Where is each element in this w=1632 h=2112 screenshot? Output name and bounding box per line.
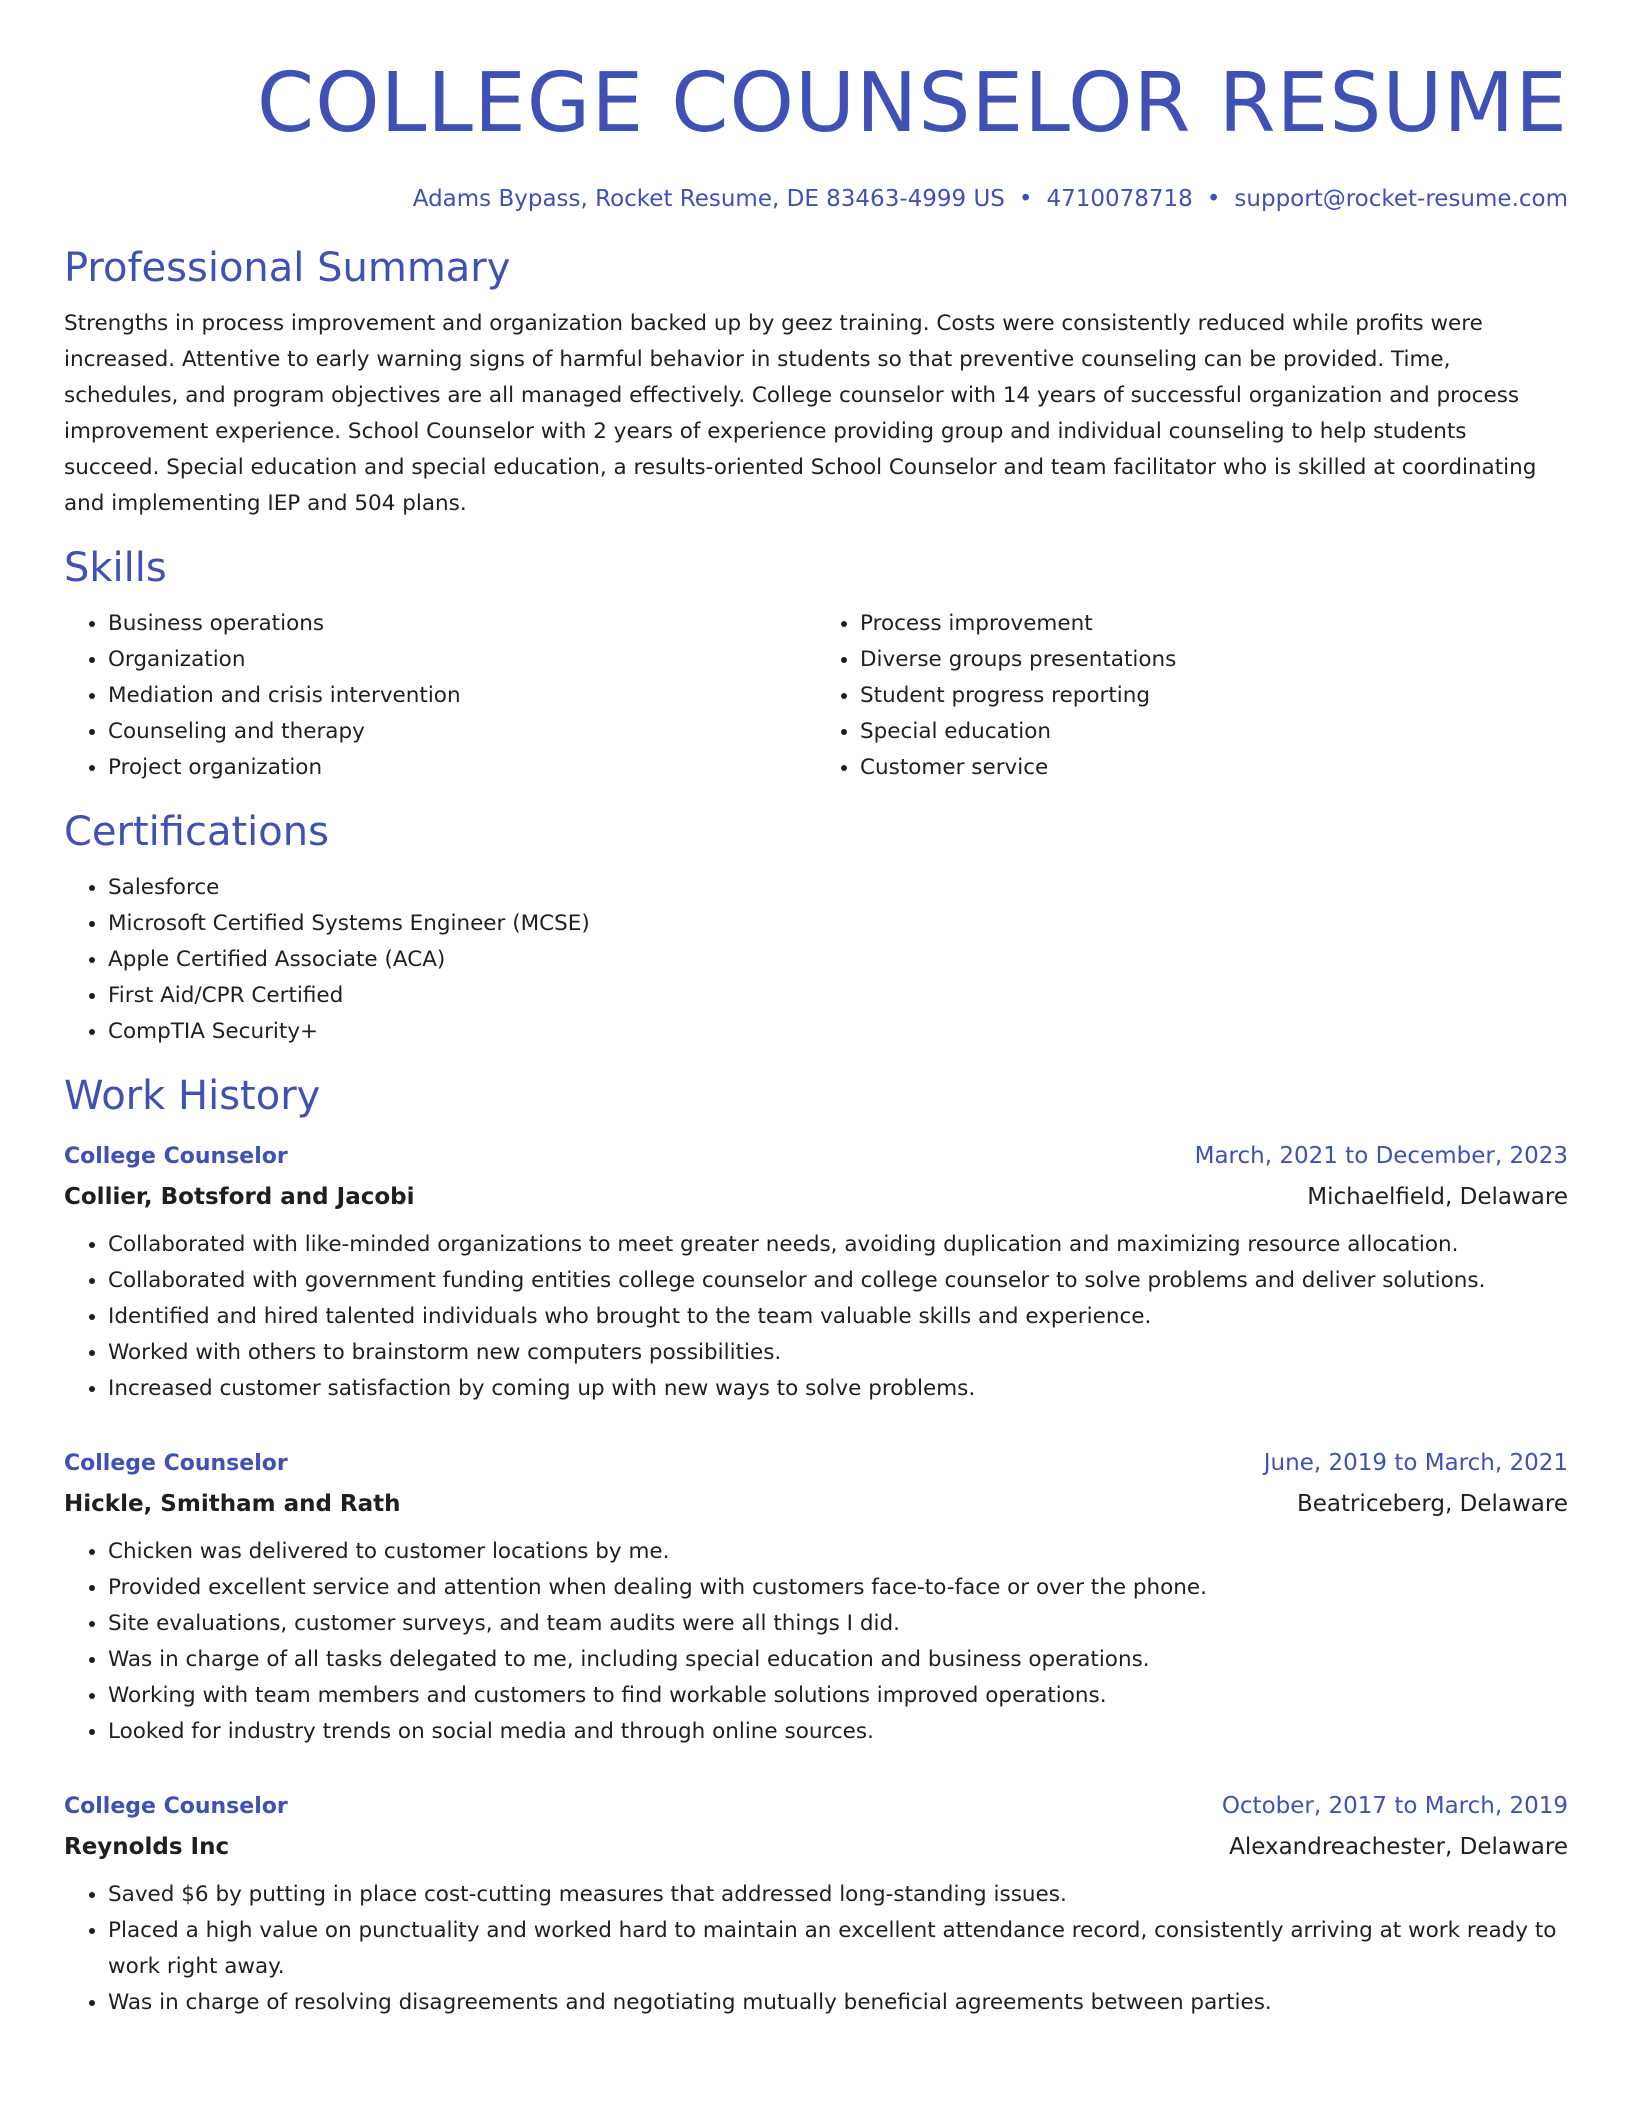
skill-item: • Student progress reporting (860, 678, 1568, 714)
job-bullets (64, 1534, 1568, 1750)
skill-item: • Customer service (860, 750, 1568, 786)
contact-phone: 4710078718 (1046, 186, 1193, 212)
contact-separator: • (1018, 186, 1033, 212)
job-bullet: • Worked with others to brainstorm new computers possibilities. (108, 1335, 1568, 1371)
skill-item: • Counseling and therapy (108, 714, 816, 750)
job-entry (64, 1443, 1568, 1750)
job-dates: June, 2019 to March, 2021 (1263, 1450, 1568, 1476)
skill-item: • Organization (108, 642, 816, 678)
job-title-row (64, 1786, 1568, 1827)
skills-list-right (816, 606, 1568, 786)
job-bullet: • Collaborated with like-minded organizations to meet greater needs, avoiding duplication and maximizing resource allocation. (108, 1227, 1568, 1263)
skill-item: • Business operations (108, 606, 816, 642)
section-title-certifications: Certifications (64, 809, 329, 855)
skills-list-left (64, 606, 816, 786)
certification-item: • Microsoft Certified Systems Engineer (MCSE) (108, 906, 1568, 942)
section-title-work-history: Work History (64, 1073, 321, 1119)
job-bullet: • Was in charge of resolving disagreements and negotiating mutually beneficial agreements between parties. (108, 1985, 1568, 2021)
job-dates: October, 2017 to March, 2019 (1221, 1793, 1568, 1819)
job-bullets (64, 1877, 1568, 2021)
work-history-section (64, 1070, 1568, 2021)
certifications-section (64, 806, 1568, 1050)
certification-item: • Salesforce (108, 870, 1568, 906)
certification-item: • First Aid/CPR Certified (108, 978, 1568, 1014)
skill-item: • Special education (860, 714, 1568, 750)
job-bullet: • Was in charge of all tasks delegated to me, including special education and business operations. (108, 1642, 1568, 1678)
job-bullet: • Saved $6 by putting in place cost-cutting measures that addressed long-standing issues. (108, 1877, 1568, 1913)
professional-summary-section (64, 242, 1568, 522)
job-company: Reynolds Inc (64, 1834, 230, 1860)
job-location: Beatriceberg, Delaware (1296, 1491, 1568, 1517)
section-title-summary: Professional Summary (64, 245, 511, 291)
skills-grid (64, 594, 1568, 786)
job-bullet: • Identified and hired talented individuals who brought to the team valuable skills and experience. (108, 1299, 1568, 1335)
job-bullet: • Provided excellent service and attention when dealing with customers face-to-face or over the phone. (108, 1570, 1568, 1606)
certification-item: • Apple Certified Associate (ACA) (108, 942, 1568, 978)
job-location: Michaelfield, Delaware (1307, 1184, 1568, 1210)
contact-email: support@rocket-resume.com (1234, 186, 1568, 212)
skills-section (64, 542, 1568, 786)
job-bullet: • Collaborated with government funding entities college counselor and college counselor to solve problems and deliver solutions. (108, 1263, 1568, 1299)
job-bullet: • Working with team members and customers to find workable solutions improved operations. (108, 1678, 1568, 1714)
resume-title: COLLEGE COUNSELOR RESUME (256, 56, 1568, 151)
job-title: College Counselor (64, 1451, 288, 1476)
contact-line (64, 184, 1568, 214)
job-title: College Counselor (64, 1144, 288, 1169)
skill-item: • Mediation and crisis intervention (108, 678, 816, 714)
job-entry (64, 1786, 1568, 2021)
job-bullet: • Chicken was delivered to customer locations by me. (108, 1534, 1568, 1570)
job-dates: March, 2021 to December, 2023 (1194, 1143, 1568, 1169)
skill-item: • Process improvement (860, 606, 1568, 642)
job-bullet: • Site evaluations, customer surveys, and team audits were all things I did. (108, 1606, 1568, 1642)
section-title-skills: Skills (64, 545, 167, 591)
job-company: Collier, Botsford and Jacobi (64, 1184, 415, 1210)
job-title: College Counselor (64, 1794, 288, 1819)
summary-text: Strengths in process improvement and organization backed up by geez training. Costs were consistently reduced while profits were increased. Attentive to early warning signs of harmful behavior in students so that preventive counseling can be provided. Time, schedules, and program objectives are all managed effectively. College counselor with 14 years of successful organization and process improvement experience. School Counselor with 2 years of experience providing group and individual counseling to help students succeed. Special education and special education, a results-oriented School Counselor and team facilitator who is skilled at coordinating and implementing IEP and 504 plans. (64, 311, 1537, 516)
certification-item: • CompTIA Security+ (108, 1014, 1568, 1050)
skill-item: • Project organization (108, 750, 816, 786)
job-title-row (64, 1136, 1568, 1177)
job-company-row (64, 1827, 1568, 1867)
job-entry (64, 1136, 1568, 1407)
job-bullet: • Placed a high value on punctuality and worked hard to maintain an excellent attendance record, consistently arriving at work ready to work right away. (108, 1913, 1568, 1985)
job-company-row (64, 1484, 1568, 1524)
contact-separator: • (1206, 186, 1221, 212)
contact-address: Adams Bypass, Rocket Resume, DE 83463-4999 US (412, 186, 1005, 212)
resume-header (64, 0, 1568, 214)
certifications-list (64, 870, 1568, 1050)
job-company-row (64, 1177, 1568, 1217)
job-company: Hickle, Smitham and Rath (64, 1491, 401, 1517)
job-bullets (64, 1227, 1568, 1407)
job-location: Alexandreachester, Delaware (1229, 1834, 1568, 1860)
skill-item: • Diverse groups presentations (860, 642, 1568, 678)
job-bullet: • Increased customer satisfaction by coming up with new ways to solve problems. (108, 1371, 1568, 1407)
job-title-row (64, 1443, 1568, 1484)
job-bullet: • Looked for industry trends on social media and through online sources. (108, 1714, 1568, 1750)
